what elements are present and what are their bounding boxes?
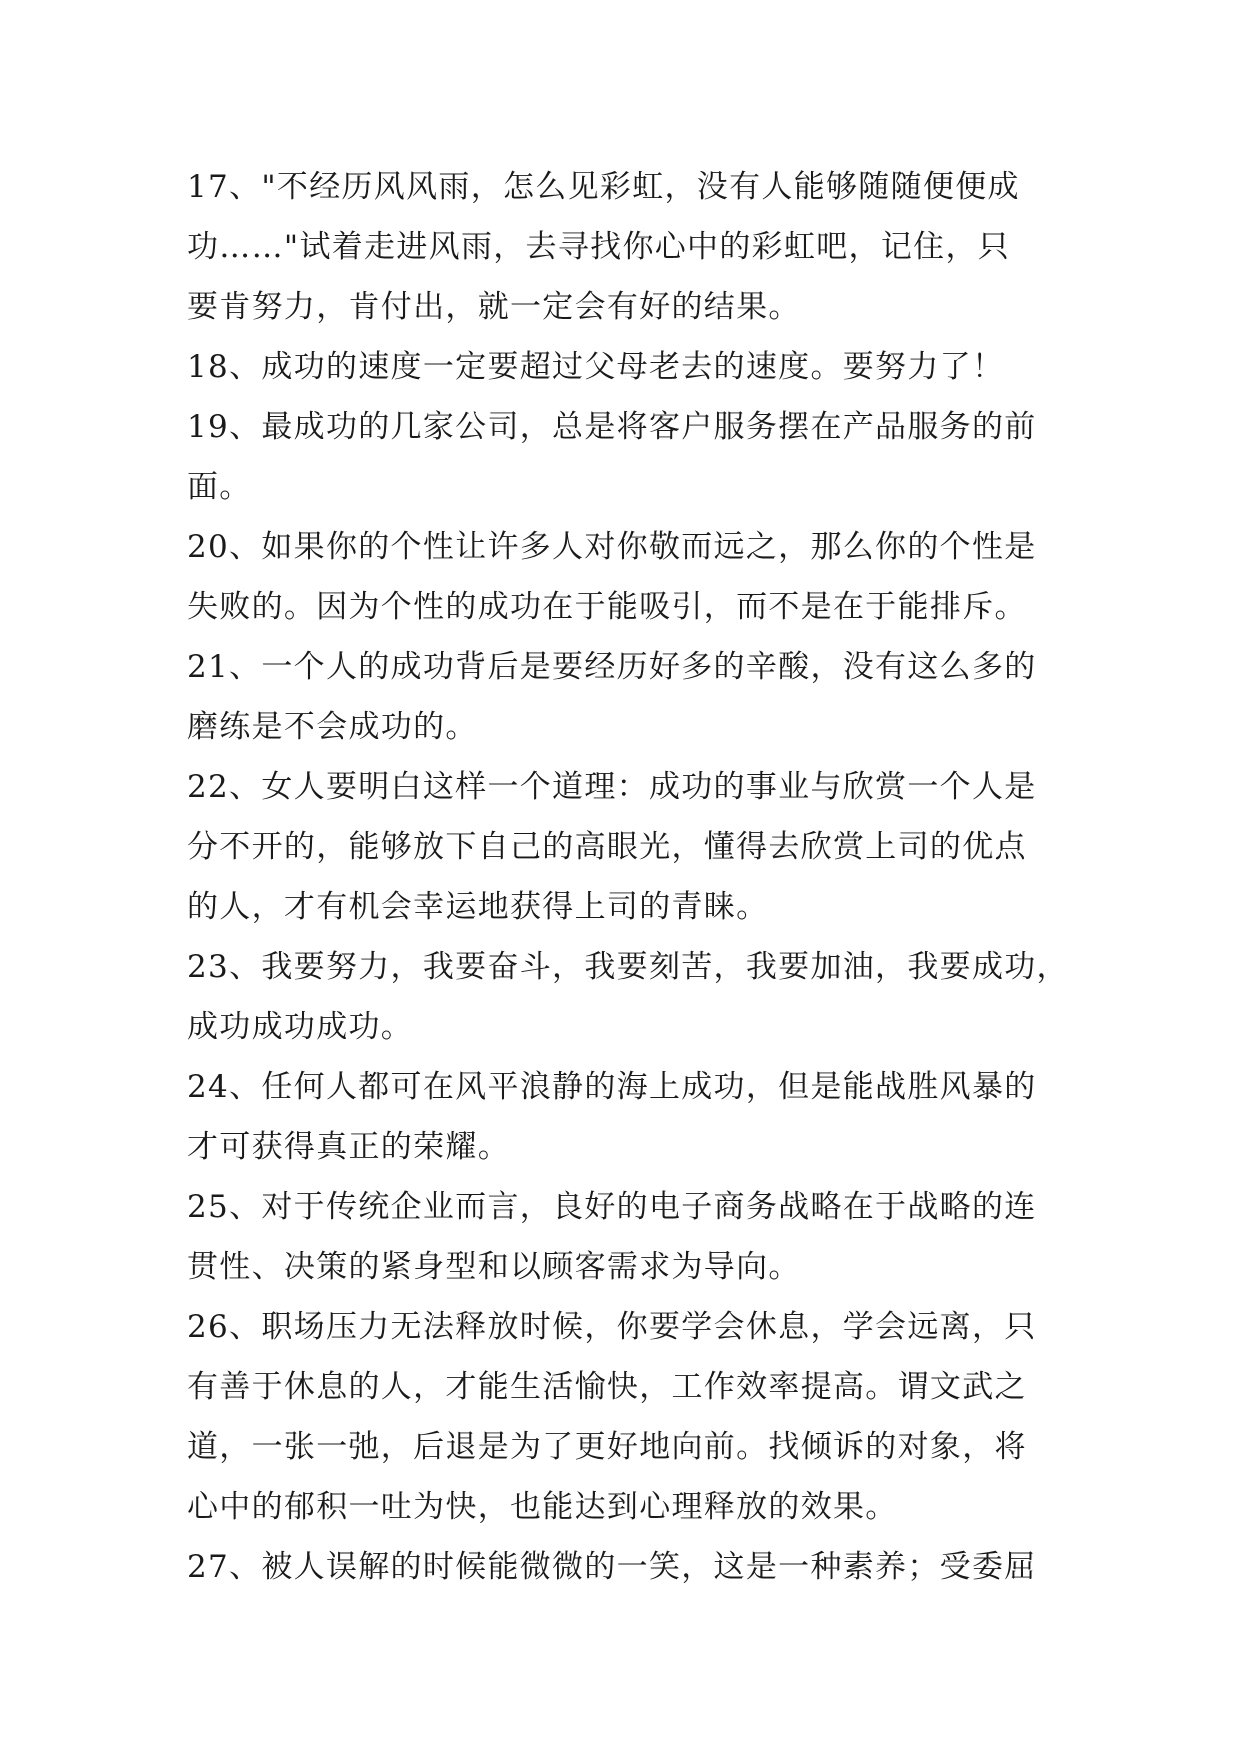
text-line: 20、如果你的个性让许多人对你敬而远之，那么你的个性是 [187,529,1037,565]
text-line: 成功成功成功。 [187,1009,414,1045]
text-line: 22、女人要明白这样一个道理：成功的事业与欣赏一个人是 [187,769,1037,805]
text-line: 面。 [187,469,252,505]
text-line: 功……"试着走进风雨，去寻找你心中的彩虹吧，记住，只 [187,229,1011,265]
text-line: 17、"不经历风风雨，怎么见彩虹，没有人能够随随便便成 [187,169,1020,205]
text-line: 25、对于传统企业而言，良好的电子商务战略在于战略的连 [187,1189,1037,1225]
text-line: 有善于休息的人，才能生活愉快，工作效率提高。谓文武之 [187,1369,1027,1405]
text-line: 18、成功的速度一定要超过父母老去的速度。要努力了！ [187,349,1005,385]
text-line: 19、最成功的几家公司，总是将客户服务摆在产品服务的前 [187,409,1037,445]
text-line: 26、职场压力无法释放时候，你要学会休息，学会远离，只 [187,1309,1037,1345]
text-line: 分不开的，能够放下自己的高眼光，懂得去欣赏上司的优点 [187,829,1027,865]
text-line: 才可获得真正的荣耀。 [187,1129,510,1165]
document-body [187,157,1067,1597]
text-line: 24、任何人都可在风平浪静的海上成功，但是能战胜风暴的 [187,1069,1037,1105]
text-line: 贯性、决策的紧身型和以顾客需求为导向。 [187,1249,801,1285]
text-line: 失败的。因为个性的成功在于能吸引，而不是在于能排斥。 [187,589,1027,625]
text-line: 要肯努力，肯付出，就一定会有好的结果。 [187,289,801,325]
text-line: 的人，才有机会幸运地获得上司的青睐。 [187,889,769,925]
text-line: 23、我要努力，我要奋斗，我要刻苦，我要加油，我要成功， [187,949,1069,985]
text-line: 磨练是不会成功的。 [187,709,478,745]
text-line: 27、被人误解的时候能微微的一笑，这是一种素养；受委屈 [187,1549,1037,1585]
text-line: 21、一个人的成功背后是要经历好多的辛酸，没有这么多的 [187,649,1037,685]
text-line: 心中的郁积一吐为快，也能达到心理释放的效果。 [187,1489,898,1525]
text-line: 道，一张一弛，后退是为了更好地向前。找倾诉的对象，将 [187,1429,1027,1465]
